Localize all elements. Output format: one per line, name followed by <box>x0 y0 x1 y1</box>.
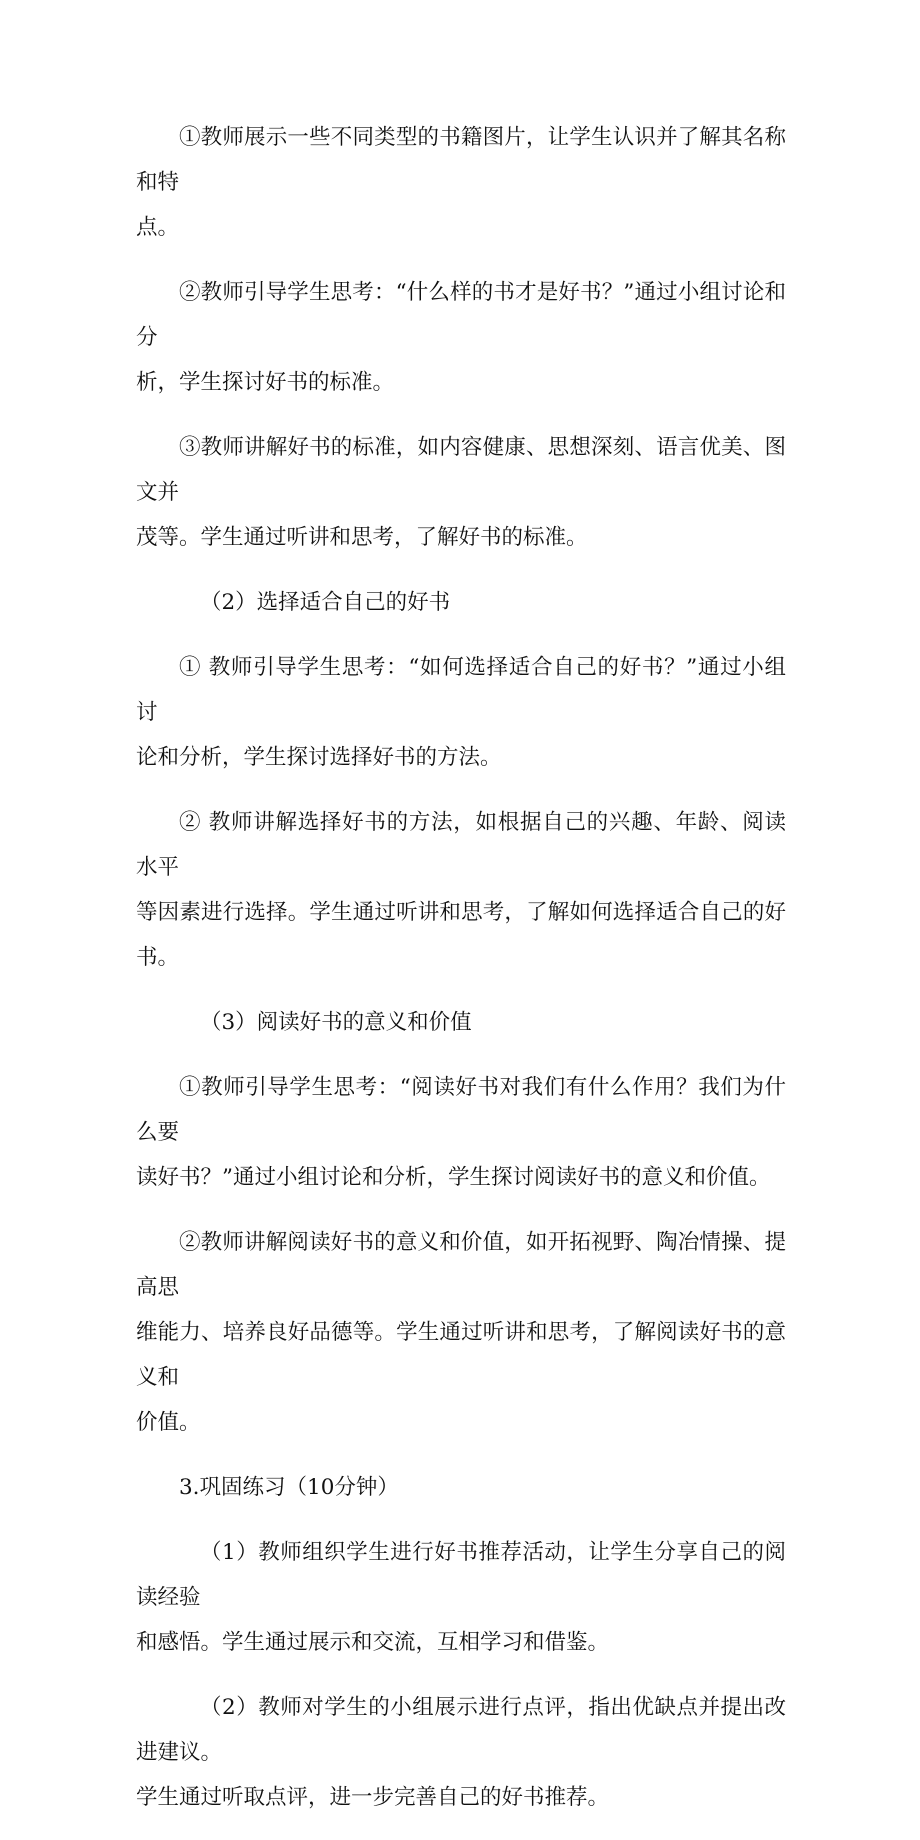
paragraph-line: ①教师展示一些不同类型的书籍图片，让学生认识并了解其名称和特 <box>136 125 786 195</box>
paragraph-7 <box>136 1220 786 1445</box>
paragraph-line: 和感悟。学生通过展示和交流，互相学习和借鉴。 <box>136 1630 610 1655</box>
paragraph-line: ②教师讲解阅读好书的意义和价值，如开拓视野、陶冶情操、提高思 <box>136 1230 786 1300</box>
paragraph-line: 维能力、培养良好品德等。学生通过听讲和思考，了解阅读好书的意义和 <box>136 1320 786 1390</box>
paragraph-2 <box>136 270 786 405</box>
paragraph-4 <box>136 645 786 780</box>
paragraph-line: ②教师引导学生思考：“什么样的书才是好书？”通过小组讨论和分 <box>136 280 786 350</box>
subheading-choose-books: （2）选择适合自己的好书 <box>200 590 451 615</box>
section-heading-practice: 3.巩固练习（10分钟） <box>179 1475 399 1500</box>
paragraph-1 <box>136 115 786 250</box>
paragraph-line: ③教师讲解好书的标准，如内容健康、思想深刻、语言优美、图文并 <box>136 435 786 505</box>
paragraph-line: （1）教师组织学生进行好书推荐活动，让学生分享自己的阅读经验 <box>136 1540 786 1610</box>
paragraph-line: ①教师引导学生思考：“阅读好书对我们有什么作用？我们为什么要 <box>136 1075 786 1145</box>
paragraph-line: 论和分析，学生探讨选择好书的方法。 <box>136 745 502 770</box>
document-body <box>136 115 786 1840</box>
paragraph-9 <box>136 1685 786 1820</box>
paragraph-line: （2）教师对学生的小组展示进行点评，指出优缺点并提出改进建议。 <box>136 1695 786 1765</box>
paragraph-line: 读好书？”通过小组讨论和分析，学生探讨阅读好书的意义和价值。 <box>136 1165 771 1190</box>
paragraph-3 <box>136 425 786 560</box>
paragraph-8 <box>136 1530 786 1665</box>
paragraph-line: ② 教师讲解选择好书的方法，如根据自己的兴趣、年龄、阅读水平 <box>136 810 786 880</box>
paragraph-5 <box>136 800 786 980</box>
paragraph-line: 价值。 <box>136 1410 201 1435</box>
paragraph-line: 等因素进行选择。学生通过听讲和思考，了解如何选择适合自己的好书。 <box>136 900 786 970</box>
paragraph-line: 点。 <box>136 215 180 240</box>
paragraph-6 <box>136 1065 786 1200</box>
subheading-reading-value: （3）阅读好书的意义和价值 <box>200 1010 472 1035</box>
paragraph-line: 学生通过听取点评，进一步完善自己的好书推荐。 <box>136 1785 610 1810</box>
paragraph-line: 析，学生探讨好书的标准。 <box>136 370 395 395</box>
paragraph-line: ① 教师引导学生思考：“如何选择适合自己的好书？”通过小组讨 <box>136 655 786 725</box>
paragraph-line: 茂等。学生通过听讲和思考，了解好书的标准。 <box>136 525 588 550</box>
